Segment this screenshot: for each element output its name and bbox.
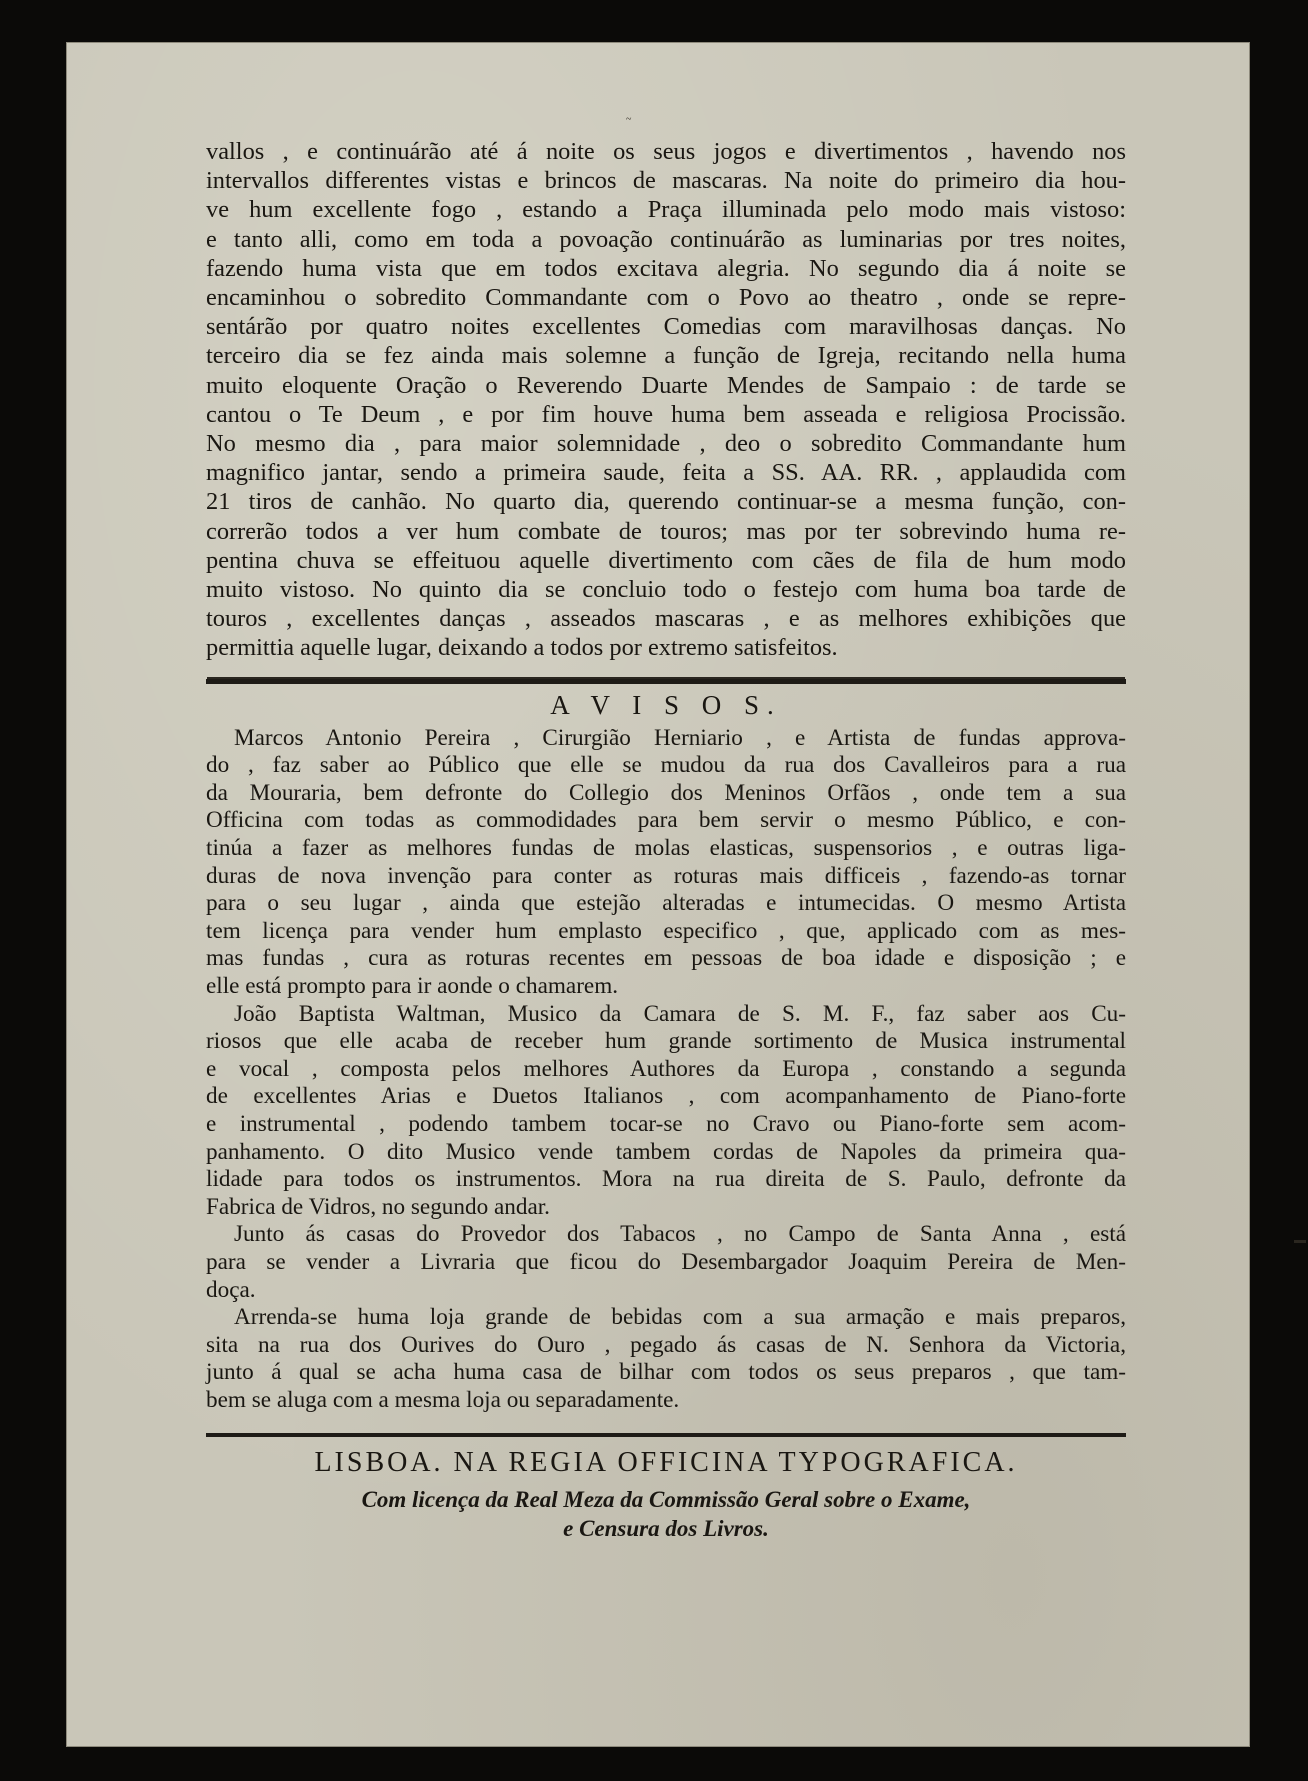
text-line: fazendo huma vista que em todos excitava alegria. No segundo dia á noite se [206, 254, 1126, 282]
section-divider [206, 679, 1126, 684]
text-line: sita na rua dos Ourives do Ouro , pegado ás casas de N. Senhora da Victoria, [206, 1331, 1126, 1358]
text-line: magnifico jantar, sendo a primeira saude, feita a SS. AA. RR. , applaudida com [206, 459, 1126, 487]
text-line: Fabrica de Vidros, no segundo andar. [206, 1193, 550, 1220]
text-line: tem licença para vender hum emplasto especifico , que, applicado com as mes- [206, 917, 1126, 944]
ink-mark: ~ [626, 114, 632, 125]
section-title: A V I S O S. [550, 689, 782, 720]
text-line: touros , excellentes danças , asseados mascaras , e as melhores exhibições que [206, 605, 1126, 633]
text-line: No mesmo dia , para maior solemnidade , deo o sobredito Commandante hum [206, 430, 1126, 458]
text-line: bem se aluga com a mesma loja ou separadamente. [206, 1386, 680, 1413]
text-line: 21 tiros de canhão. No quarto dia, querendo continuar-se a mesma função, con- [206, 488, 1126, 516]
text-line: Arrenda-se huma loja grande de bebidas com a sua armação e mais preparos, [234, 1304, 1126, 1331]
text-line: do , faz saber ao Público que elle se mudou da rua dos Cavalleiros para a rua [206, 752, 1126, 779]
text-line: panhamento. O dito Musico vende tambem cordas de Napoles da primeira qua- [206, 1138, 1126, 1165]
text-line: duras de nova invenção para conter as roturas mais difficeis , fazendo-as tornar [206, 862, 1126, 889]
text-line: Officina com todas as commodidades para bem servir o mesmo Público, e con- [206, 807, 1126, 834]
page-content [206, 137, 1126, 1543]
text-line: vallos , e continuárão até á noite os seus jogos e divertimentos , havendo nos [206, 138, 1126, 165]
notice-item [206, 1304, 1126, 1414]
printer-imprint: LISBOA. NA REGIA OFFICINA TYPOGRAFICA. [314, 1446, 1018, 1478]
text-line: Marcos Antonio Pereira , Cirurgião Herniario , e Artista de fundas approva- [234, 724, 1126, 751]
notice-item [206, 1001, 1126, 1222]
text-line: sentárão por quatro noites excellentes Comedias com maravilhosas danças. No [206, 313, 1126, 341]
margin-mark [1294, 1240, 1306, 1243]
festivities-paragraph [206, 137, 1126, 663]
text-line: riosos que elle acaba de receber hum grande sortimento de Musica instrumental [206, 1028, 1126, 1055]
text-line: lidade para todos os instrumentos. Mora na rua direita de S. Paulo, defronte da [206, 1166, 1126, 1193]
text-line: doça. [206, 1276, 256, 1303]
text-line: para o seu lugar , ainda que estejão alteradas e intumecidas. O mesmo Artista [206, 890, 1126, 917]
text-line: pentina chuva se effeituou aquelle divertimento com cães de fila de hum modo [206, 546, 1126, 574]
text-line: muito eloquente Oração o Reverendo Duarte Mendes de Sampaio : de tarde se [206, 371, 1126, 399]
license-note [206, 1485, 1126, 1543]
text-line: da Mouraria, bem defronte do Collegio dos Meninos Orfãos , onde tem a sua [206, 779, 1126, 806]
text-line: mas fundas , cura as roturas recentes em pessoas de boa idade e disposição ; e [206, 945, 1126, 972]
notice-item [206, 1221, 1126, 1304]
text-line: permittia aquelle lugar, deixando a todos por extremo satisfeitos. [206, 634, 838, 662]
text-line: tinúa a fazer as melhores fundas de molas elasticas, suspensorios , e outras liga- [206, 835, 1126, 862]
notices-list [206, 725, 1126, 1415]
text-line: correrão todos a ver hum combate de touros; mas por ter sobrevindo huma re- [206, 517, 1126, 545]
notice-item [206, 725, 1126, 1001]
license-line: e Censura dos Livros. [563, 1515, 769, 1541]
text-line: intervallos differentes vistas e brincos de mascaras. Na noite do primeiro dia hou- [206, 167, 1126, 195]
text-line: e vocal , composta pelos melhores Authores da Europa , constando a segunda [206, 1055, 1126, 1082]
license-line: Com licença da Real Meza da Commissão Geral sobre o Exame, [361, 1486, 971, 1512]
text-line: terceiro dia se fez ainda mais solemne a função de Igreja, recitando nella huma [206, 342, 1126, 370]
paper-sheet [66, 42, 1250, 1747]
text-line: para se vender a Livraria que ficou do Desembargador Joaquim Pereira de Men- [206, 1248, 1126, 1275]
text-line: Junto ás casas do Provedor dos Tabacos , no Campo de Santa Anna , está [234, 1221, 1126, 1248]
text-line: de excellentes Arias e Duetos Italianos , com acompanhamento de Piano-forte [206, 1083, 1126, 1110]
text-line: João Baptista Waltman, Musico da Camara de S. M. F., faz saber aos Cu- [234, 1000, 1126, 1027]
footer-divider [206, 1433, 1126, 1437]
text-line: cantou o Te Deum , e por fim houve huma bem asseada e religiosa Procissão. [206, 400, 1126, 428]
text-line: junto á qual se acha huma casa de bilhar com todos os seus preparos , que tam- [206, 1359, 1126, 1386]
text-line: ve hum excellente fogo , estando a Praça illuminada pelo modo mais vistoso: [206, 196, 1126, 224]
text-line: elle está prompto para ir aonde o chamarem. [206, 973, 619, 999]
text-line: encaminhou o sobredito Commandante com o Povo ao theatro , onde se repre- [206, 284, 1126, 312]
text-line: muito vistoso. No quinto dia se concluio todo o festejo com huma boa tarde de [206, 576, 1126, 604]
text-line: e instrumental , podendo tambem tocar-se no Cravo ou Piano-forte sem acom- [206, 1110, 1126, 1137]
text-line: e tanto alli, como em toda a povoação continuárão as luminarias por tres noites, [206, 225, 1126, 253]
